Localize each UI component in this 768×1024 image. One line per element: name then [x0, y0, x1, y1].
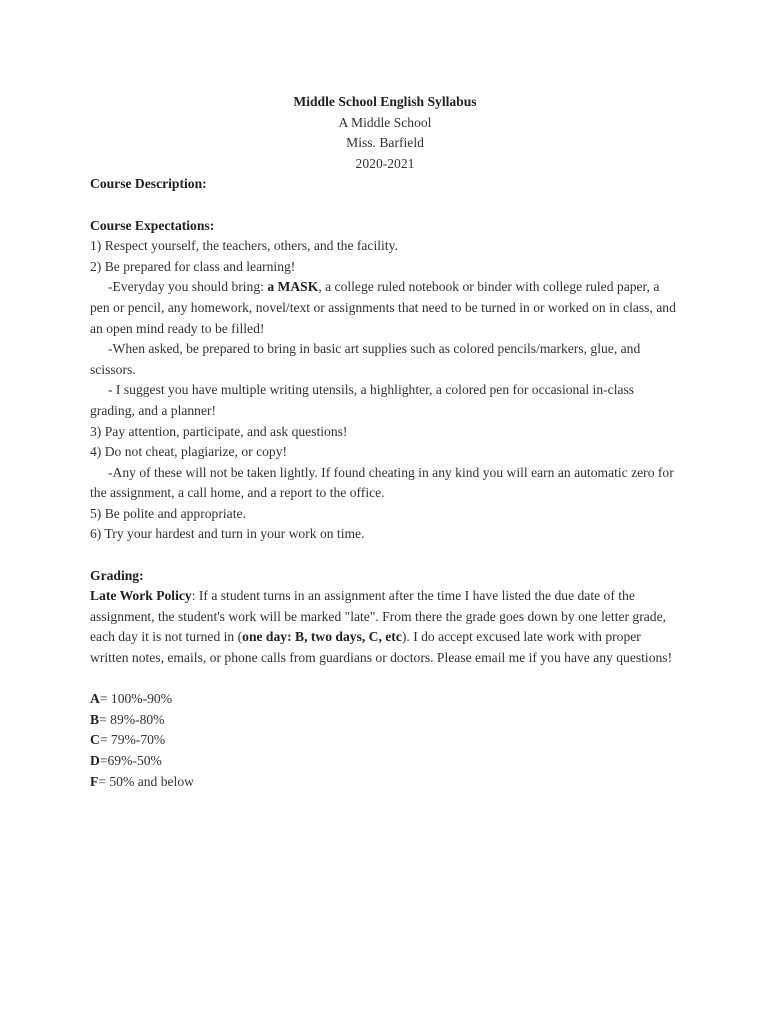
spacer	[90, 669, 680, 690]
spacer	[90, 195, 680, 216]
spacer	[90, 545, 680, 566]
late-work-label: Late Work Policy	[90, 588, 192, 604]
grade-letter: A	[90, 691, 100, 707]
grade-letter: C	[90, 732, 100, 748]
suggestion-note: - I suggest you have multiple writing utensils, a highlighter, a colored pen for occasional in-class grading, and a planner!	[90, 382, 635, 418]
teacher-name: Miss. Barfield	[346, 135, 424, 151]
grading-heading: Grading:	[90, 567, 144, 583]
late-work-example: one day: B, two days, C, etc	[242, 629, 402, 645]
art-supplies-note: -When asked, be prepared to bring in basic art supplies such as colored pencils/markers, glue, and scissors.	[90, 341, 641, 377]
grade-letter: F	[90, 773, 99, 789]
bring-rest: , a college ruled notebook or binder with college ruled paper, a pen or pencil, any homework, novel/text or assignments that need to be turned in or worked on in class, and an open mind ready to be filled!	[90, 279, 676, 336]
syllabus-page	[90, 92, 680, 792]
expectation-item-3: 3) Pay attention, participate, and ask questions!	[90, 423, 348, 439]
grade-row-b	[90, 710, 680, 731]
document-header	[90, 92, 680, 174]
cheating-note: -Any of these will not be taken lightly. If found cheating in any kind you will earn an automatic zero for the assignment, a call home, and a report to the office.	[90, 464, 674, 501]
document-title: Middle School English Syllabus	[293, 94, 477, 109]
course-expectations-heading: Course Expectations:	[90, 217, 215, 233]
late-work-text-1: : If a student turns in an assignment after the time I have listed the due date of the assignment, the student's work will be marked "late". From there the grade goes down by one letter grade, each day it is not turned in (	[90, 588, 667, 645]
late-work-text-2: ). I do accept excused late work with proper written notes, emails, or phone calls from guardians or doctors. Please email me if you have any questions!	[90, 629, 673, 666]
grade-range: = 89%-80%	[99, 711, 165, 727]
expectation-item-5: 5) Be polite and appropriate.	[90, 505, 246, 521]
grading-scale	[90, 689, 680, 792]
bring-list	[90, 277, 680, 339]
expectation-item-1: 1) Respect yourself, the teachers, others, and the facility.	[90, 238, 398, 254]
grade-row-d	[90, 751, 680, 772]
grade-letter: B	[90, 711, 100, 727]
bring-mask: a MASK	[267, 279, 319, 295]
grade-range: = 79%-70%	[99, 732, 166, 748]
grade-range: =69%-50%	[99, 753, 162, 768]
grade-range: = 50% and below	[98, 773, 194, 789]
expectation-item-4: 4) Do not cheat, plagiarize, or copy!	[90, 444, 288, 460]
school-year: 2020-2021	[355, 155, 415, 171]
grade-row-c	[90, 730, 680, 751]
expectation-item-6: 6) Try your hardest and turn in your work on time.	[90, 526, 365, 542]
grade-row-a	[90, 689, 680, 710]
expectation-item-2: 2) Be prepared for class and learning!	[90, 258, 296, 274]
grade-row-f	[90, 772, 680, 793]
grade-letter: D	[90, 753, 100, 768]
school-name: A Middle School	[338, 114, 432, 130]
bring-prefix: -Everyday you should bring:	[108, 279, 268, 295]
late-work-policy	[90, 586, 680, 668]
course-description-heading: Course Description:	[90, 176, 207, 192]
grade-range: = 100%-90%	[99, 691, 173, 707]
